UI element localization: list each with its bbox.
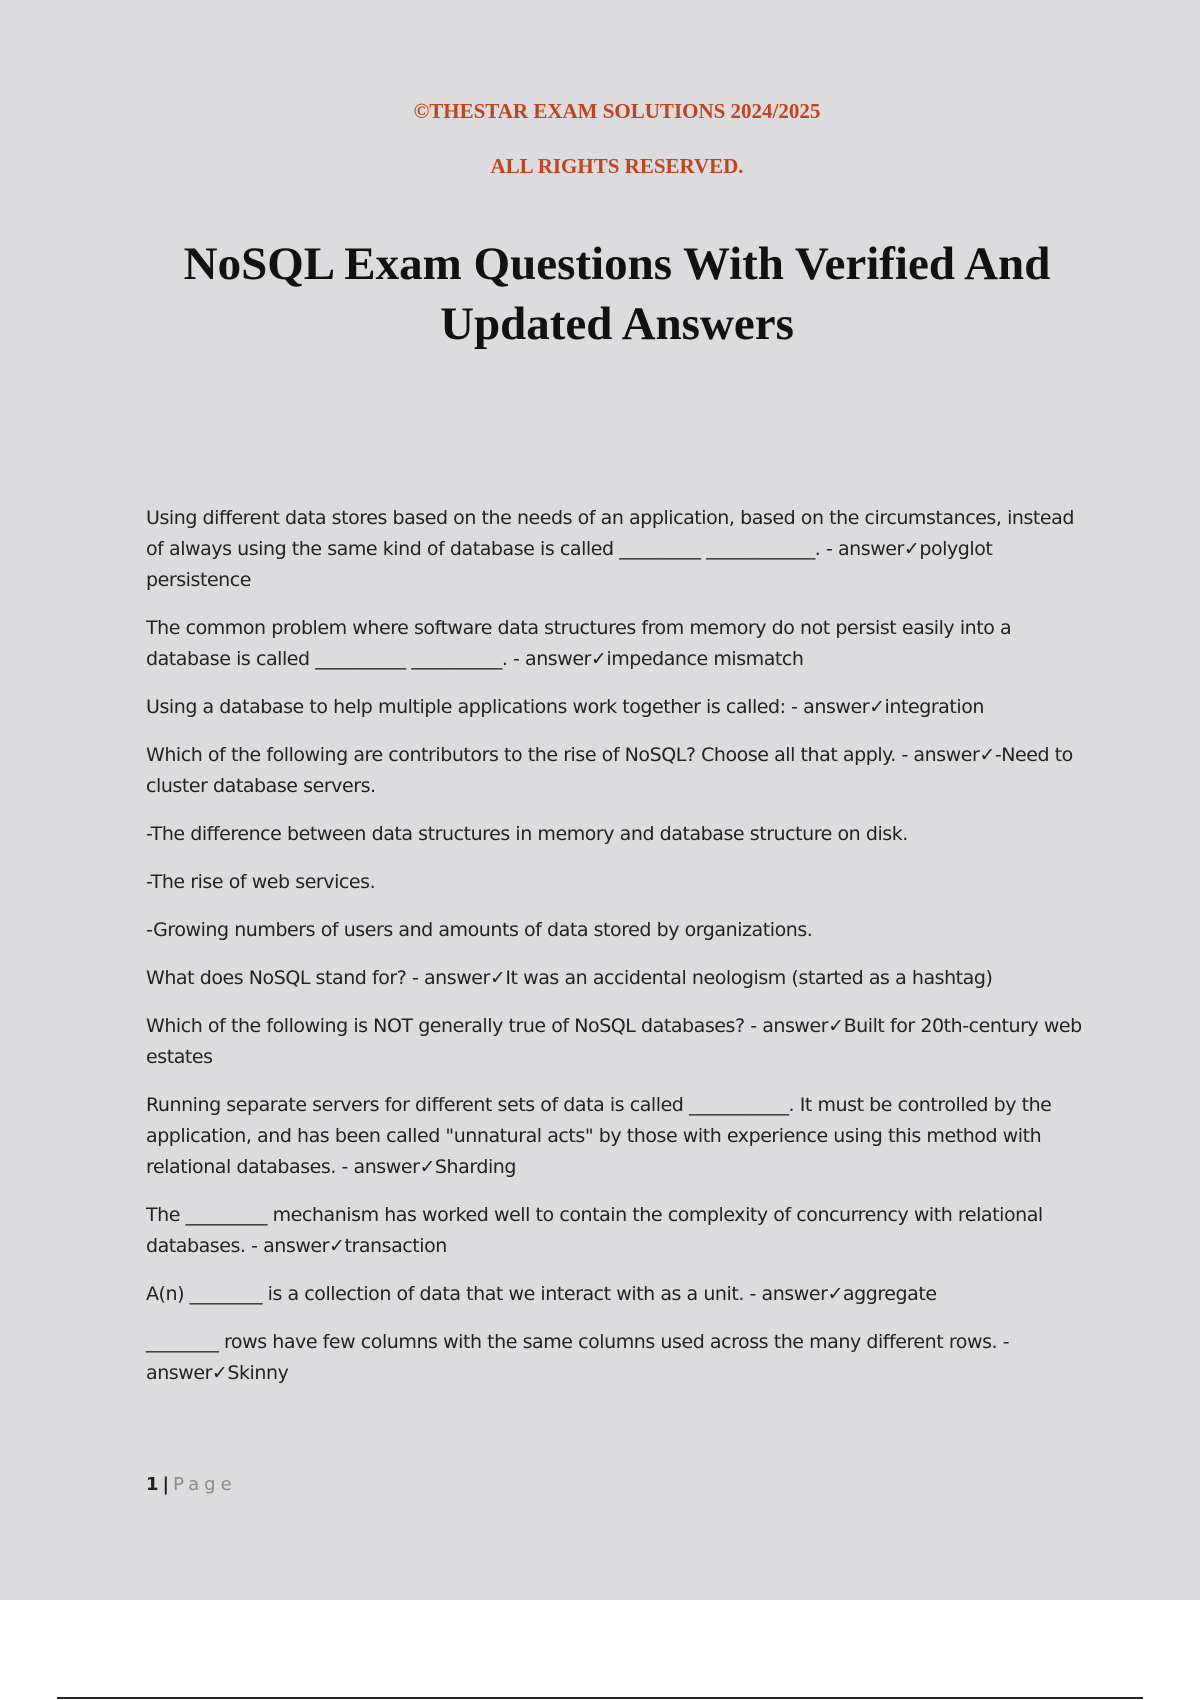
question-answer: Using different data stores based on the needs of an application, based on the circumstances, instead of always using the same kind of database is called _________ ____________. - answer✓polyglot persistence [146,507,1074,591]
page-label: Page [173,1474,237,1495]
footer-separator: | [162,1474,170,1495]
question-answer: Which of the following are contributors to the rise of NoSQL? Choose all that apply. - answer✓-Need to cluster database servers. [146,744,1073,797]
question-answer: What does NoSQL stand for? - answer✓It was an accidental neologism (started as a hashtag) [146,967,993,989]
question-answer: Running separate servers for different sets of data is called ___________. It must be controlled by the application, and has been called "unnatural acts" by those with experience using this method with relational databases. - answer✓Sharding [146,1094,1052,1178]
answer-option: -The rise of web services. [146,871,376,893]
copyright-line: ©THESTAR EXAM SOLUTIONS 2024/2025 [413,99,821,123]
answer-option: -Growing numbers of users and amounts of data stored by organizations. [146,919,813,941]
question-answer: ________ rows have few columns with the same columns used across the many different rows. - answer✓Skinny [146,1331,1010,1384]
bottom-divider [57,1697,1143,1699]
answer-option: -The difference between data structures in memory and database structure on disk. [146,823,908,845]
question-list [146,503,1096,1406]
question-answer: A(n) ________ is a collection of data that we interact with as a unit. - answer✓aggregate [146,1283,937,1305]
question-answer: The _________ mechanism has worked well to contain the complexity of concurrency with relational databases. - answer✓transaction [146,1204,1043,1257]
question-answer: The common problem where software data structures from memory do not persist easily into a database is called __________ __________. - answer✓impedance mismatch [146,617,1012,670]
page-footer [146,1474,237,1495]
question-answer: Which of the following is NOT generally true of NoSQL databases? - answer✓Built for 20th-century web estates [146,1015,1082,1068]
rights-reserved-line: ALL RIGHTS RESERVED. [490,154,744,178]
page-number: 1 [146,1474,159,1495]
document-title: NoSQL Exam Questions With Verified And Updated Answers [183,238,1051,350]
question-answer: Using a database to help multiple applications work together is called: - answer✓integration [146,696,984,718]
